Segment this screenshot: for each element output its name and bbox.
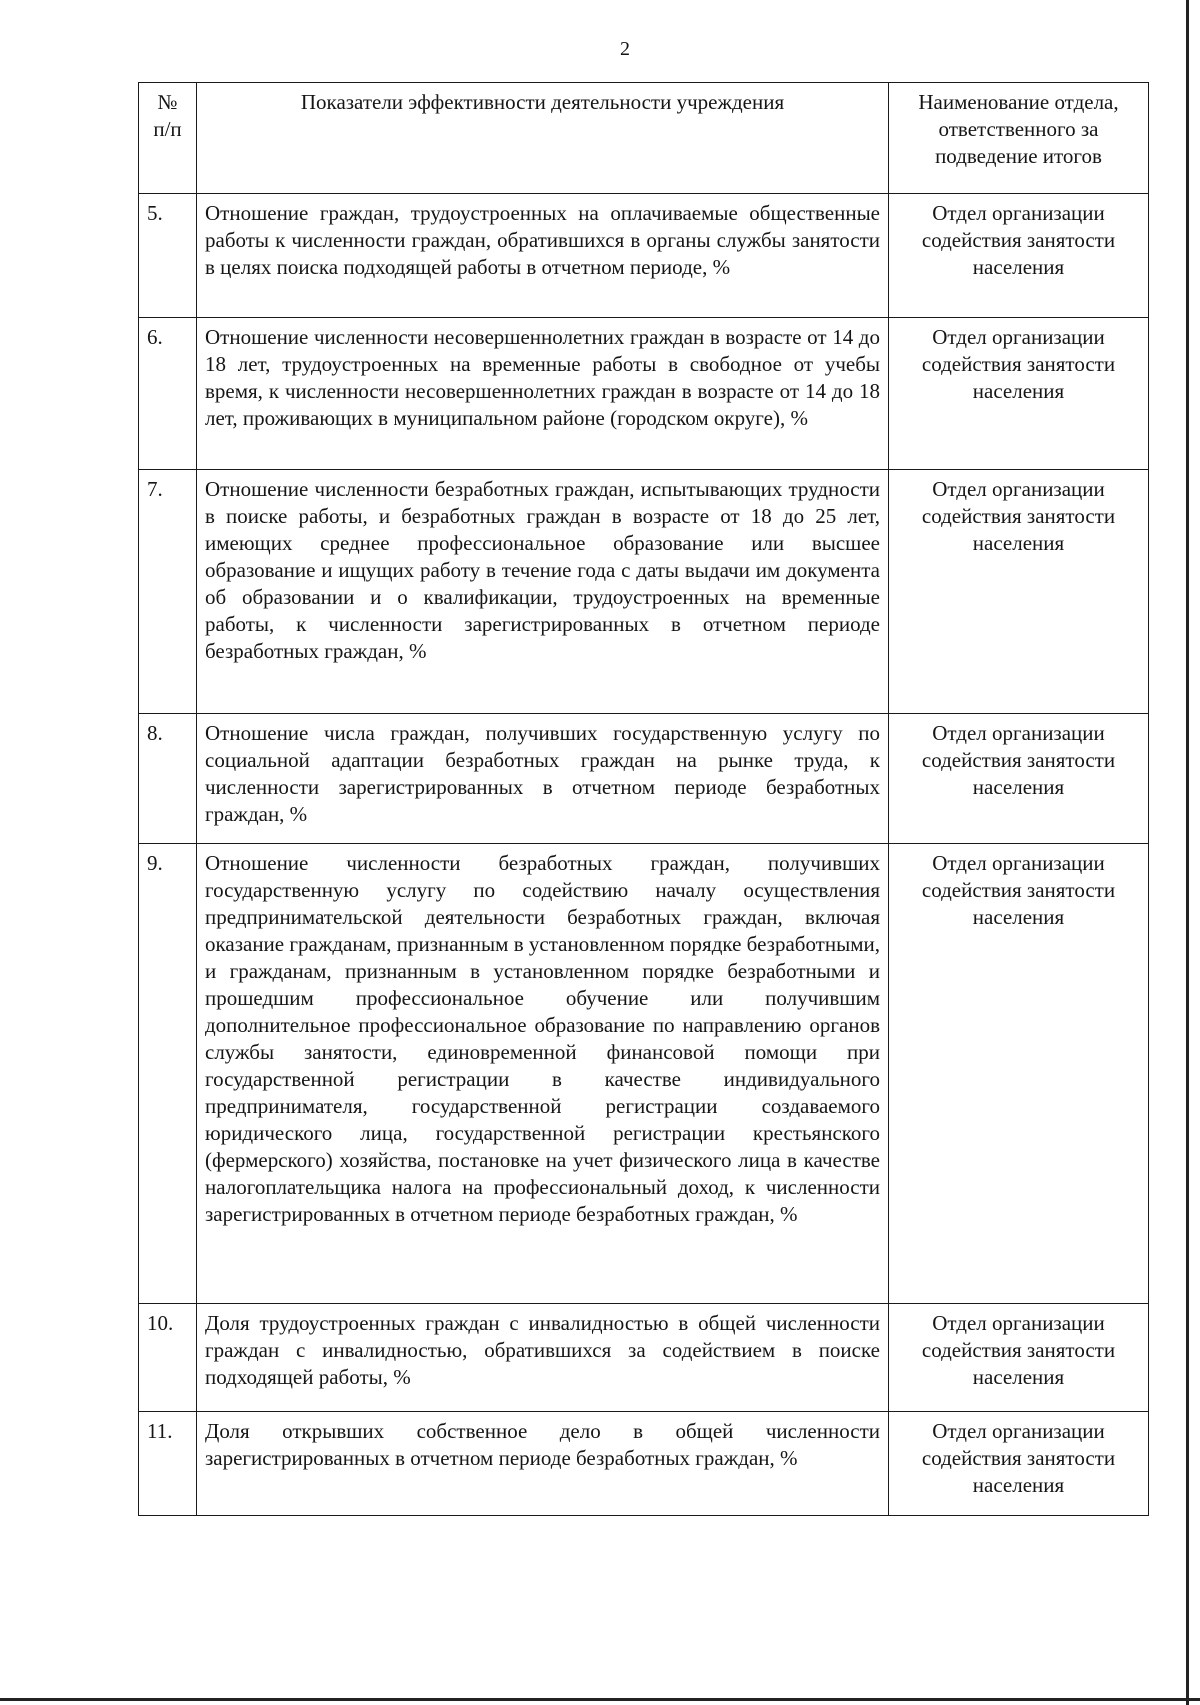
row-department: Отдел организации содействия занятости населения <box>889 470 1149 714</box>
row-number: 11. <box>139 1412 197 1516</box>
row-department: Отдел организации содействия занятости населения <box>889 194 1149 318</box>
row-number: 10. <box>139 1304 197 1412</box>
header-number: № п/п <box>139 83 197 194</box>
row-department: Отдел организации содействия занятости населения <box>889 844 1149 1304</box>
table-row <box>139 318 1149 470</box>
header-department: Наименование отдела, ответственного за подведение итогов <box>889 83 1149 194</box>
page-edge-bottom <box>0 1698 1200 1701</box>
table-row <box>139 714 1149 844</box>
row-number: 7. <box>139 470 197 714</box>
table-header-row <box>139 83 1149 194</box>
row-number: 6. <box>139 318 197 470</box>
row-indicator: Доля трудоустроенных граждан с инвалидностью в общей численности граждан с инвалидностью, обратившихся за содействием в поиске подходящей работы, % <box>197 1304 889 1412</box>
row-number: 9. <box>139 844 197 1304</box>
table-row <box>139 1304 1149 1412</box>
table-row <box>139 194 1149 318</box>
row-number: 5. <box>139 194 197 318</box>
header-indicator: Показатели эффективности деятельности учреждения <box>197 83 889 194</box>
table-row <box>139 470 1149 714</box>
indicators-table <box>138 82 1149 1516</box>
row-indicator: Отношение численности безработных граждан, получивших государственную услугу по содействию началу осуществления предпринимательской деятельности безработных граждан, включая оказание гражданам, признанным в установленном порядке безработными, и гражданам, признанным в установленном порядке безработными и прошедшим профессиональное обучение или получившим дополнительное профессиональное образование по направлению органов службы занятости, единовременной финансовой помощи при государственной регистрации в качестве индивидуального предпринимателя, государственной регистрации создаваемого юридического лица, государственной регистрации крестьянского (фермерского) хозяйства, постановке на учет физического лица в качестве налогоплательщика налога на профессиональный доход, к численности зарегистрированных в отчетном периоде безработных граждан, % <box>197 844 889 1304</box>
row-indicator: Отношение граждан, трудоустроенных на оплачиваемые общественные работы к численности граждан, обратившихся в органы службы занятости в целях поиска подходящей работы в отчетном периоде, % <box>197 194 889 318</box>
row-indicator: Отношение числа граждан, получивших государственную услугу по социальной адаптации безработных граждан на рынке труда, к численности зарегистрированных в отчетном периоде безработных граждан, % <box>197 714 889 844</box>
row-indicator: Отношение численности несовершеннолетних граждан в возрасте от 14 до 18 лет, трудоустроенных на временные работы в свободное от учебы время, к численности несовершеннолетних граждан в возрасте от 14 до 18 лет, проживающих в муниципальном районе (городском округе), % <box>197 318 889 470</box>
row-department: Отдел организации содействия занятости населения <box>889 1304 1149 1412</box>
table-row <box>139 844 1149 1304</box>
row-indicator: Доля открывших собственное дело в общей численности зарегистрированных в отчетном периоде безработных граждан, % <box>197 1412 889 1516</box>
row-department: Отдел организации содействия занятости населения <box>889 1412 1149 1516</box>
row-number: 8. <box>139 714 197 844</box>
table-row <box>139 1412 1149 1516</box>
page-number: 2 <box>620 38 630 60</box>
page-edge-right <box>1186 0 1189 1705</box>
row-department: Отдел организации содействия занятости населения <box>889 318 1149 470</box>
row-indicator: Отношение численности безработных граждан, испытывающих трудности в поиске работы, и безработных граждан в возрасте от 18 до 25 лет, имеющих среднее профессиональное образование или высшее образование и ищущих работу в течение года с даты выдачи им документа об образовании и о квалификации, трудоустроенных на временные работы, к численности зарегистрированных в отчетном периоде безработных граждан, % <box>197 470 889 714</box>
row-department: Отдел организации содействия занятости населения <box>889 714 1149 844</box>
